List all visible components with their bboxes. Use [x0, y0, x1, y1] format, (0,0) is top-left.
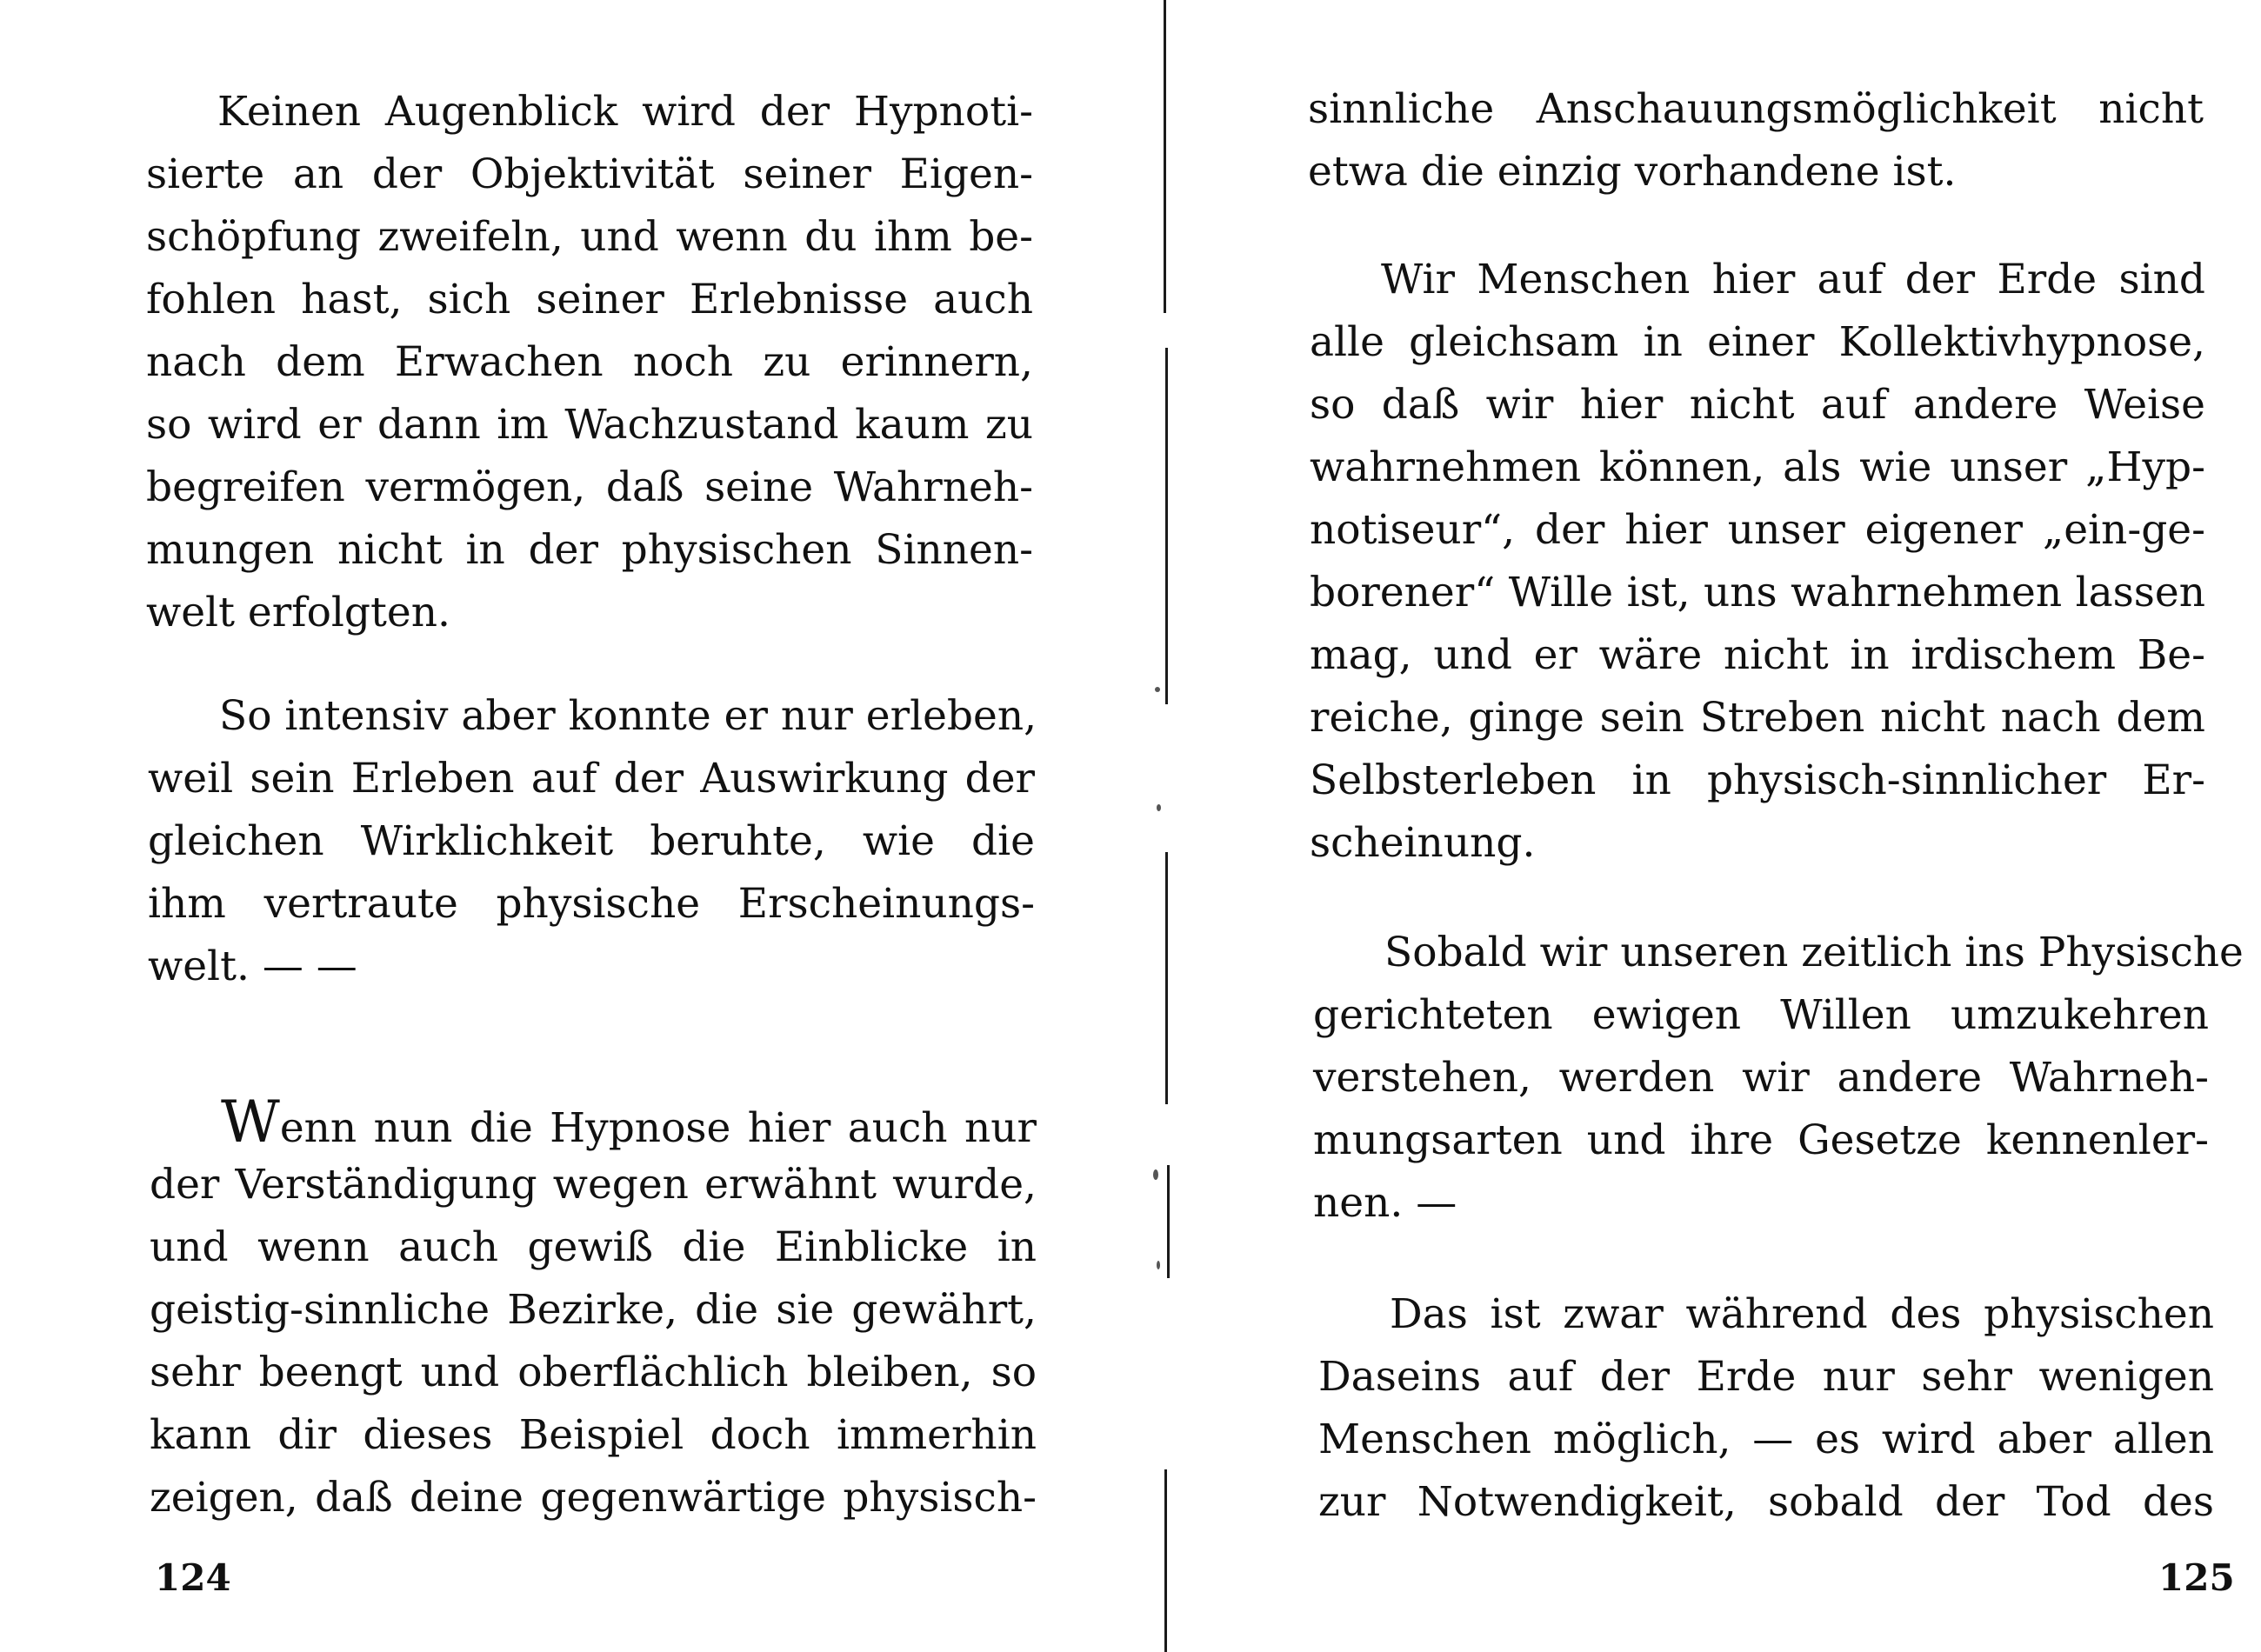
text-line: mag, und er wäre nicht in irdischem Be- [1310, 631, 2205, 679]
page-number: 125 [2158, 1556, 2235, 1599]
text-line: so wird er dann im Wachzustand kaum zu [146, 401, 1033, 449]
text-line: ihm vertraute physische Erscheinungs- [148, 880, 1035, 928]
text-line: So intensiv aber konnte er nur erleben, [219, 692, 1037, 740]
text-line: Selbsterleben in physisch-sinnlicher Er- [1310, 756, 2205, 804]
text-line: Wenn nun die Hypnose hier auch nur [221, 1089, 1037, 1156]
text-line: kann dir dieses Beispiel doch immerhin [150, 1411, 1037, 1459]
text-line: zeigen, daß deine gegenwärtige physisch- [150, 1474, 1037, 1522]
text-line: Sobald wir unseren zeitlich ins Physische [1384, 929, 2244, 976]
text-line: begreifen vermögen, daß seine Wahrneh- [146, 463, 1033, 511]
text-line: verstehen, werden wir andere Wahrneh- [1313, 1054, 2209, 1102]
text-line: gleichen Wirklichkeit beruhte, wie die [148, 817, 1035, 865]
text-line: Das ist zwar während des physischen [1390, 1290, 2214, 1338]
text-line: nen. — [1313, 1179, 1457, 1227]
text-line: geistig-sinnliche Bezirke, die sie gewährt, [150, 1286, 1037, 1334]
text-line: weil sein Erleben auf der Auswirkung der [148, 755, 1035, 803]
text-line: gerichteten ewigen Willen umzukehren [1313, 991, 2209, 1039]
text-line: fohlen hast, sich seiner Erlebnisse auch [146, 276, 1033, 323]
text-line: Menschen möglich, — es wird aber allen [1318, 1416, 2214, 1463]
text-line: nach dem Erwachen noch zu erinnern, [146, 338, 1033, 386]
text-line: der Verständigung wegen erwähnt wurde, [150, 1161, 1037, 1209]
text-line: sierte an der Objektivität seiner Eigen- [146, 150, 1033, 198]
text-line: reiche, ginge sein Streben nicht nach dem [1310, 694, 2205, 742]
text-line: Daseins auf der Erde nur sehr wenigen [1318, 1353, 2214, 1401]
right-page [1191, 0, 2261, 1652]
text-line: mungen nicht in der physischen Sinnen- [146, 526, 1033, 574]
text-line: und wenn auch gewiß die Einblicke in [150, 1223, 1037, 1271]
text-line: Wir Menschen hier auf der Erde sind [1381, 256, 2205, 303]
text-line: scheinung. [1310, 819, 1536, 867]
text-line: Keinen Augenblick wird der Hypnoti- [217, 88, 1033, 136]
text-line: wahrnehmen können, als wie unser „Hyp- [1310, 443, 2205, 491]
text-line: so daß wir hier nicht auf andere Weise [1310, 381, 2205, 429]
text-line: welt erfolgten. [146, 589, 450, 636]
text-line: mungsarten und ihre Gesetze kennenler- [1313, 1116, 2209, 1164]
text-line: schöpfung zweifeln, und wenn du ihm be- [146, 213, 1033, 261]
text-line: sinnliche Anschauungsmöglichkeit nicht [1308, 85, 2204, 133]
text-line: sehr beengt und oberflächlich bleiben, so [150, 1349, 1037, 1396]
text-line: notiseur“, der hier unser eigener „ein-ge- [1310, 506, 2205, 554]
page-number: 124 [155, 1556, 231, 1599]
text-line: alle gleichsam in einer Kollektivhypnose, [1310, 318, 2205, 366]
text-line: etwa die einzig vorhandene ist. [1308, 148, 1957, 196]
text-line: welt. — — [148, 943, 357, 990]
text-line: zur Notwendigkeit, sobald der Tod des [1318, 1478, 2214, 1526]
text-line: borener“ Wille ist, uns wahrnehmen lassen [1310, 569, 2205, 616]
book-gutter [1148, 0, 1183, 1652]
